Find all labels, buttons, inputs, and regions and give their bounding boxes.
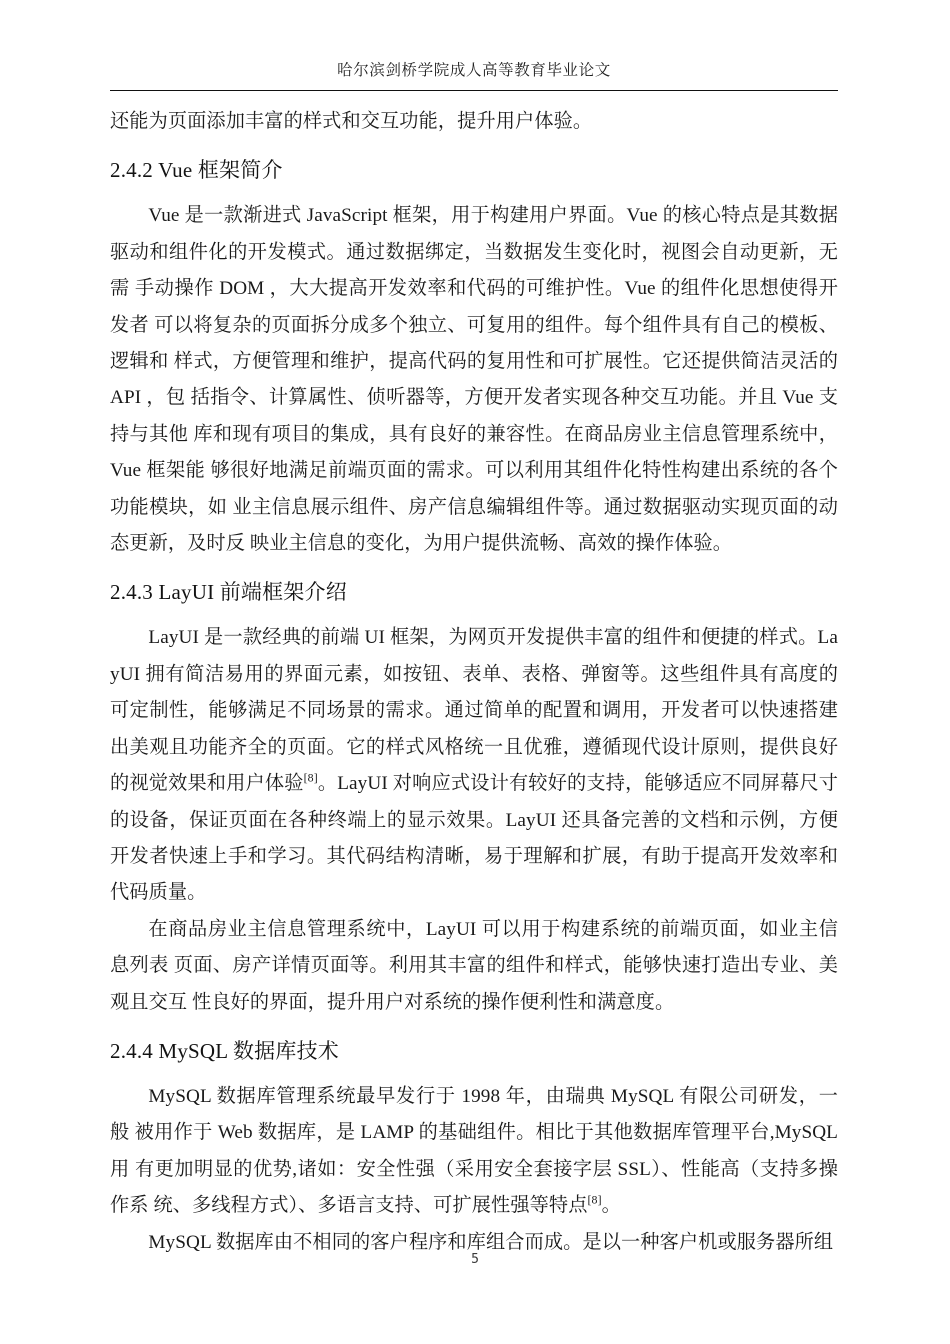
- section-heading-2-4-4: 2.4.4 MySQL 数据库技术: [110, 1038, 339, 1063]
- spacer: [110, 1021, 838, 1029]
- citation-marker-8a: [8]: [303, 770, 318, 785]
- citation-marker-8b: [8]: [587, 1192, 602, 1207]
- layui-text-segment-2: 。LayUI 对响应式设计有较好的支持，能够适应不同屏幕尺寸的设备，保证页面在各种终端上的显示效果。LayUI 还具备完善的文档和示例，方便开发者快速上手和学习。其代码结构清晰，易于理解和扩展，有助于提高开发效率和代码质量。: [110, 773, 839, 904]
- page-number: 5: [471, 1252, 479, 1267]
- mysql-text-segment-2: 。: [601, 1195, 621, 1217]
- paragraph-mysql-part2: MySQL 数据库由不相同的客户程序和库组合而成。是以一种客户机或服务器所组: [148, 1231, 834, 1253]
- spacer: [110, 562, 838, 570]
- document-body: [110, 104, 838, 1261]
- header-divider-rule: [110, 90, 838, 91]
- paragraph-vue-framework: Vue 是一款渐进式 JavaScript 框架，用于构建用户界面。Vue 的核心特点是其数据 驱动和组件化的开发模式。通过数据绑定，当数据发生变化时，视图会自动更新，无需 手动操作 DOM ，大大提高开发效率和代码的可维护性。Vue 的组件化思想使得开发者 可以将复杂的页面拆分成多个独立、可复用的组件。每个组件具有自己的模板、逻辑和 样式，方便管理和维护，提高代码的复用性和可扩展性。它还提供简洁灵活的 API ，包 括指令、计算属性、侦听器等，方便开发者实现各种交互功能。并且 Vue 支持与其他 库和现有项目的集成，具有良好的兼容性。在商品房业主信息管理系统中，Vue 框架能 够很好地满足前端页面的需求。可以利用其组件化特性构建出系统的各个功能模块，如 业主信息展示组件、房产信息编辑组件等。通过数据驱动实现页面的动态更新，及时反 映业主信息的变化，为用户提供流畅、高效的操作体验。: [110, 205, 838, 555]
- section-heading-2-4-3: 2.4.3 LayUI 前端框架介绍: [110, 580, 347, 605]
- running-header-text: 哈尔滨剑桥学院成人高等教育毕业论文: [337, 62, 611, 79]
- page-footer: [0, 1250, 950, 1268]
- mysql-text-segment-1: MySQL 数据库管理系统最早发行于 1998 年，由瑞典 MySQL 有限公司研发，一般 被用作于 Web 数据库，是 LAMP 的基础组件。相比于其他数据库管理平台,MySQL 用 有更加明显的优势,诸如：安全性强（采用安全套接字层 SSL）、性能高（支持多操作系 统、多线程方式）、多语言支持、可扩展性强等特点: [110, 1085, 838, 1217]
- section-heading-2-4-2: 2.4.2 Vue 框架简介: [110, 158, 283, 183]
- paragraph-layui-part2: 在商品房业主信息管理系统中，LayUI 可以用于构建系统的前端页面，如业主信息列表 页面、房产详情页面等。利用其丰富的组件和样式，能够快速打造出专业、美观且交互 性良好的界面，提升用户对系统的操作便利性和满意度。: [110, 918, 838, 1013]
- spacer: [110, 140, 838, 148]
- running-header: [110, 62, 838, 81]
- paragraph-mysql-part1: [110, 1079, 838, 1225]
- paragraph-layui-part1: [110, 620, 838, 911]
- paragraph-intro-continued: 还能为页面添加丰富的样式和交互功能，提升用户体验。: [110, 111, 593, 132]
- layui-text-segment-1: LayUI 是一款经典的前端 UI 框架，为网页开发提供丰富的组件和便捷的样式。LayUI 拥有简洁易用的界面元素，如按钮、表单、表格、弹窗等。这些组件具有高度的可定制性，能够满足不同场景的需求。通过简单的配置和调用，开发者可以快速搭建出美观且功能齐全的页面。它的样式风格统一且优雅，遵循现代设计原则，提供良好的视觉效果和用户体验: [110, 627, 838, 795]
